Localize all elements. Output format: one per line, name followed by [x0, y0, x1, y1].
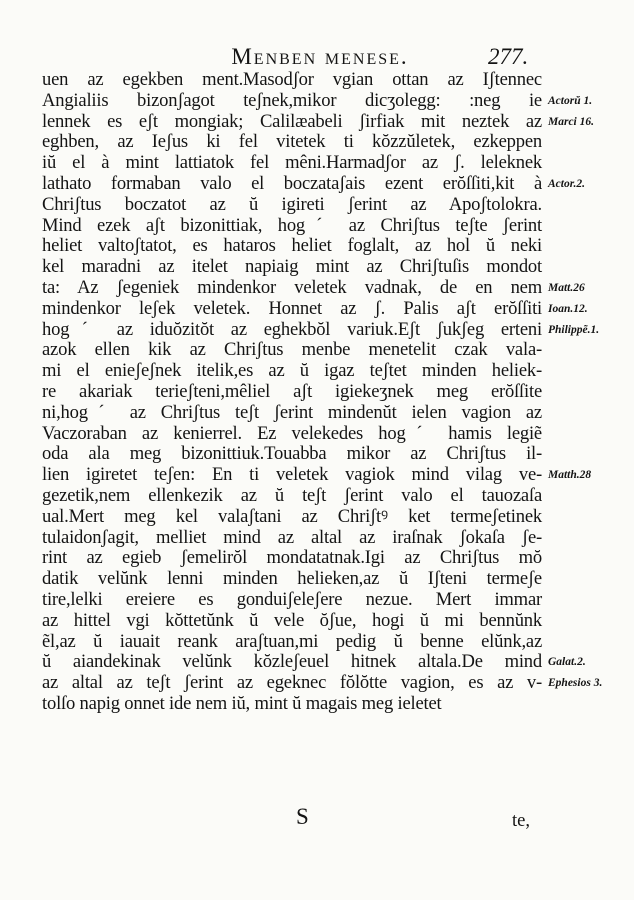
text-line: ŭ aiandekinak velŭnk kŏzleʃeuel hitnek altala.De mind [42, 651, 542, 673]
margin-note: Philippẽ.1. [548, 323, 600, 336]
text-line: heliet valtoʃtatot, es hataros heliet foglalt, az hol ŭ neki [42, 235, 542, 257]
margin-note: Marci 16. [548, 115, 594, 128]
text-line: iŭ el à mint lattiatok fel mêni.Harmadʃor az ʃ. leleknek [42, 152, 542, 174]
text-line: azok ellen kik az Chriʃtus menbe menetelit czak vala- [42, 339, 542, 361]
catchword: te, [512, 810, 531, 831]
text-line: Mind ezek aʃt bizonittiak, hogˊ az Chriʃtus teʃte ʃerint [42, 214, 542, 236]
text-line: ta: Az ʃegeniek mindenkor veletek vadnak, de en nem [42, 276, 542, 298]
text-line: hogˊ az iduŏzitŏt az eghekbŏl variuk.Eʃt ʃukʃeg erteni [42, 318, 542, 340]
text-line: tulaidonʃagit, melliet mind az altal az iraſnak ʃokaſa ʃe- [42, 526, 542, 548]
text-line: re akariak terieʃteni,mêliel aʃt igiekeʒnek meg erŏſſite [42, 380, 542, 402]
text-line: Vaczoraban az kenierrel. Ez velekedes hogˊ hamis legiẽ [42, 422, 542, 444]
text-line: mi el enieʃeʃnek itelik,es az ŭ igaz teʃtet minden heliek- [42, 360, 542, 382]
text-line: Chriʃtus boczatot az ŭ igireti ʃerint az Apoʃtolokra. [42, 193, 542, 215]
text-line: ẽl,az ŭ iauait reank araʃtuan,mi pedig ŭ benne elŭnk,az [42, 630, 542, 652]
text-line: lennek es eʃt mongiak; Calilæabeli ʃirfiak mit neztek az [42, 110, 542, 132]
text-line: mindenkor leʃek veletek. Honnet az ʃ. Palis aʃt erŏſſiti [42, 297, 542, 319]
text-line: eghben, az Ieʃus ki fel vitetek ti kŏzzŭletek, ezkeppen [42, 131, 542, 153]
margin-note: Galat.2. [548, 656, 586, 669]
text-line: oda ala meg bizonittiuk.Touabba mikor az Chriʃtus il- [42, 443, 542, 465]
margin-note: Actor.2. [548, 178, 586, 190]
margin-note: Matth.28 [548, 469, 592, 482]
margin-note: Actorŭ 1. [548, 94, 593, 107]
text-line: tolſo napig onnet ide nem iŭ, mint ŭ magais meg ieletet [42, 692, 442, 714]
text-line: datik velŭnk lenni minden helieken,az ŭ Iʃteni termeʃe [42, 568, 542, 590]
text-line: tire,lelki ereiere es gonduiʃeleʃere nezue. Mert immar [42, 588, 542, 610]
margin-note: Matt.26 [548, 282, 585, 294]
page-number: 277. [488, 44, 529, 69]
margin-note: Ephesios 3. [548, 677, 603, 690]
text-line: ni,hogˊ az Chriʃtus teʃt ʃerint mindenŭt ielen vagion az [42, 401, 542, 423]
text-line: Angialiis bizonʃagot teʃnek,mikor dicʒolegg: :neg ie [42, 89, 542, 111]
text-line: lien igiretet teʃen: En ti veletek vagiok mind vilag ve- [42, 464, 542, 486]
signature-mark: S [296, 804, 309, 829]
margin-note: Ioan.12. [548, 302, 588, 315]
text-line: kel maradni az itelet napiaig mint az Chriʃtuſis mondot [42, 256, 542, 278]
text-line: rint az egieb ʃemelirŏl mondatatnak.Igi az Chriʃtus mŏ [42, 547, 542, 569]
text-line: gezetik,nem ellenkezik az ŭ teʃt ʃerint valo el tauozaſa [42, 484, 542, 506]
text-line: lathato formaban valo el boczataʃais ezent erŏſſiti,kit à [42, 172, 542, 194]
text-line: az hittel vgi kŏttetŭnk ŭ vele ŏʃue, hogi ŭ mi bennŭnk [42, 609, 542, 631]
body-text [42, 70, 542, 715]
text-line: uen az egekben ment.Masodʃor vgian ottan az Iʃtennec [42, 69, 542, 90]
running-head: Menben menese. [231, 44, 409, 69]
text-line: ual.Mert meg kel valaʃtani az Chriʃtꝰ ket termeʃetinek [42, 505, 542, 527]
text-line: az altal az teʃt ʃerint az egeknec fŏlŏtte vagion, es az v- [42, 672, 542, 694]
